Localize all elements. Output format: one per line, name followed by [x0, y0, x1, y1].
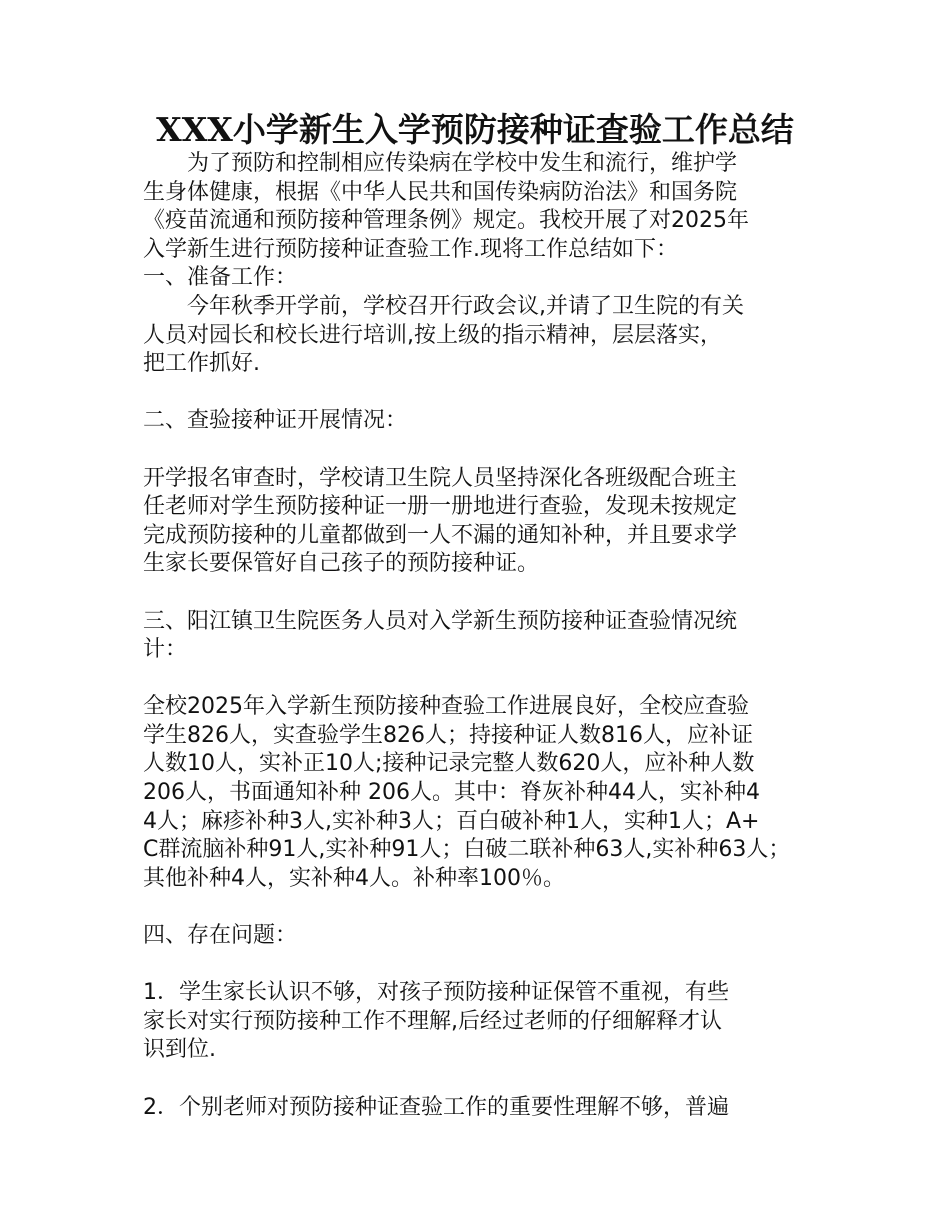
blank-line — [143, 579, 833, 608]
text-line: 完成预防接种的儿童都做到一人不漏的通知补种，并且要求学 — [143, 522, 738, 548]
blank-line — [143, 379, 833, 408]
blank-line — [143, 436, 833, 465]
text-line: 为了预防和控制相应传染病在学校中发生和流行，维护学 — [143, 151, 738, 176]
text-line: 人数10人，实补正10人;接种记录完整人数620人，应补种人数 — [143, 751, 755, 777]
text-line: 家长对实行预防接种工作不理解,后经过老师的仔细解释才认 — [143, 1008, 722, 1034]
text-line: 四、存在问题： — [143, 923, 298, 949]
document-body — [143, 150, 833, 1122]
text-line: 识到位. — [143, 1037, 216, 1063]
text-line: 生家长要保管好自己孩子的预防接种证。 — [143, 551, 540, 577]
text-line: 入学新生进行预防接种证查验工作.现将工作总结如下： — [143, 236, 678, 262]
text-line: 其他补种4人，实补种4人。补种率100％。 — [143, 865, 565, 891]
text-line: 4人；麻疹补种3人,实补种3人；百白破补种1人，实种1人；A+ — [143, 808, 760, 834]
text-line: 三、阳江镇卫生院医务人员对入学新生预防接种证查验情况统 — [143, 608, 738, 634]
text-line: 206人，书面通知补种 206人。其中：脊灰补种44人，实补种4 — [143, 780, 760, 806]
text-line: 任老师对学生预防接种证一册一册地进行查验，发现未按规定 — [143, 494, 738, 520]
document-title: XXX小学新生入学预防接种证查验工作总结 — [156, 110, 794, 149]
text-line: 生身体健康，根据《中华人民共和国传染病防治法》和国务院 — [143, 179, 738, 205]
text-line: 二、查验接种证开展情况： — [143, 408, 408, 434]
text-line: 2．个别老师对预防接种证查验工作的重要性理解不够，普遍 — [143, 1094, 729, 1120]
blank-line — [143, 1065, 833, 1094]
text-line: 今年秋季开学前，学校召开行政会议,并请了卫生院的有关 — [143, 293, 744, 319]
text-line: 《疫苗流通和预防接种管理条例》规定。我校开展了对2025年 — [143, 208, 749, 234]
text-line: C群流脑补种91人,实补种91人；白破二联补种63人,实补种63人； — [143, 837, 791, 863]
text-line: 学生826人，实查验学生826人；持接种证人数816人，应补证 — [143, 722, 753, 748]
text-line: 开学报名审查时，学校请卫生院人员坚持深化各班级配合班主 — [143, 465, 738, 491]
blank-line — [143, 951, 833, 980]
text-line: 全校2025年入学新生预防接种查验工作进展良好，全校应查验 — [143, 694, 749, 720]
blank-line — [143, 893, 833, 922]
blank-line — [143, 665, 833, 694]
text-line: 计： — [143, 637, 188, 663]
text-line: 人员对园长和校长进行培训,按上级的指示精神，层层落实， — [143, 322, 722, 348]
text-line: 把工作抓好. — [143, 351, 260, 377]
text-line: 1．学生家长认识不够，对孩子预防接种证保管不重视，有些 — [143, 980, 729, 1006]
text-line: 一、准备工作： — [143, 265, 298, 291]
